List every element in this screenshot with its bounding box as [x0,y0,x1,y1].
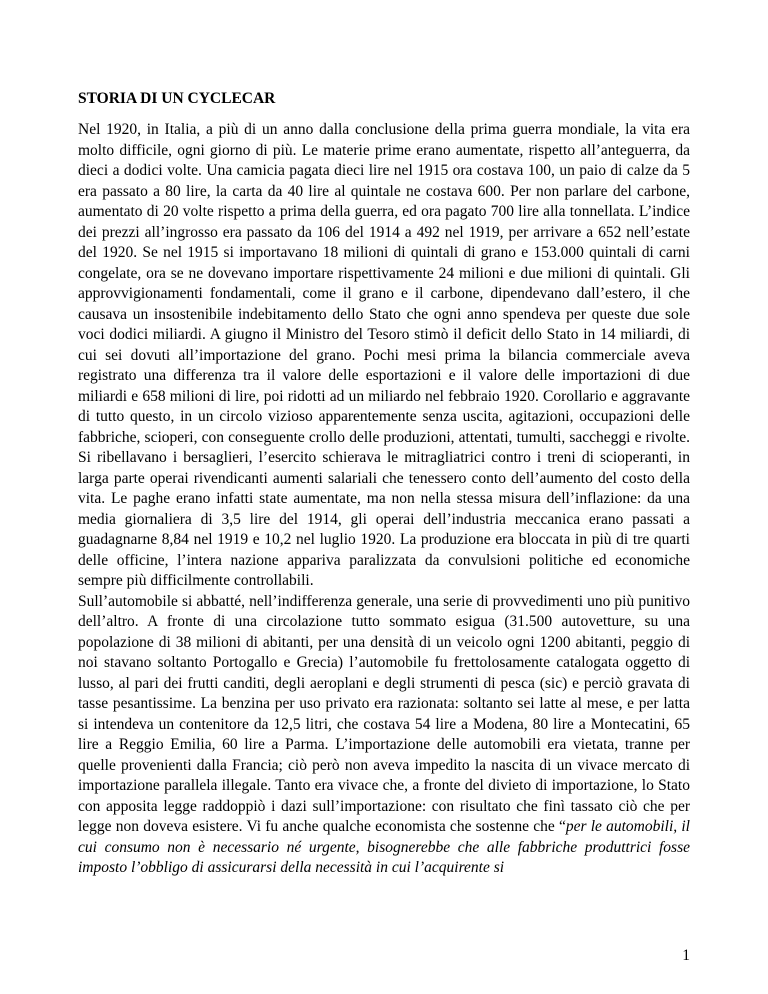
paragraph-1: Nel 1920, in Italia, a più di un anno dalla conclusione della prima guerra mondiale, la vita era molto difficile, ogni giorno di più. Le materie prime erano aumentate, rispetto all’anteguerra, da dieci a dodici volte. Una camicia pagata dieci lire nel 1915 ora costava 100, un paio di calze da 5 era passato a 80 lire, la carta da 40 lire al quintale ne costava 600. Per non parlare del carbone, aumentato di 20 volte rispetto a prima della guerra, ed ora pagato 700 lire alla tonnellata. L’indice dei prezzi all’ingrosso era passato da 106 del 1914 a 492 nel 1919, per arrivare a 652 nell’estate del 1920. Se nel 1915 si importavano 18 milioni di quintali di grano e 153.000 quintali di carni congelate, ora se ne dovevano importare rispettivamente 24 milioni e due milioni di quintali. Gli approvvigionamenti fondamentali, come il grano e il carbone, dipendevano dall’estero, il che causava un insostenibile indebitamento dello Stato che ogni anno spendeva per queste due sole voci dodici miliardi. A giugno il Ministro del Tesoro stimò il deficit dello Stato in 14 miliardi, di cui sei dovuti all’importazione del grano. Pochi mesi prima la bilancia commerciale aveva registrato una differenza tra il valore delle esportazioni e il valore delle importazioni di due miliardi e 658 milioni di lire, poi ridotti ad un miliardo nel febbraio 1920. Corollario e aggravante di tutto questo, in un circolo vizioso apparentemente senza uscita, agitazioni, occupazioni delle fabbriche, scioperi, con conseguente crollo delle produzioni, attentati, tumulti, saccheggi e rivolte. Si ribellavano i bersaglieri, l’esercito schierava le mitragliatrici contro i treni di scioperanti, in larga parte operai rivendicanti aumenti salariali che tenessero conto dell’aumento del costo della vita. Le paghe erano infatti state aumentate, ma non nella stessa misura dell’inflazione: da una media giornaliera di 3,5 lire del 1914, gli operai dell’industria meccanica erano passati a guadagnarne 8,84 nel 1919 e 10,2 nel luglio 1920. La produzione era bloccata in più di tre quarti delle officine, l’intera nazione appariva paralizzata da convulsioni politiche ed economiche sempre più difficilmente controllabili. [78,121,690,589]
document-title: STORIA DI UN CYCLECAR [78,90,276,107]
paragraph-2 [78,592,690,879]
italic-quote: per le automobili, il cui consumo non è necessario né urgente, bisognerebbe che alle fabbriche produttrici fosse imposto l’obbligo di assicurarsi della necessità in cui l’acquirente si [78,818,690,876]
paragraph-2-text: Sull’automobile si abbatté, nell’indifferenza generale, una serie di provvedimenti uno più punitivo dell’altro. A fronte di una circolazione tutto sommato esigua (31.500 autovetture, su una popolazione di 38 milioni di abitanti, per una densità di un veicolo ogni 1200 abitanti, peggio di noi stavano soltanto Portogallo e Grecia) l’automobile fu frettolosamente catalogata oggetto di lusso, al pari dei frutti canditi, degli aeroplani e degli strumenti di pesca (sic) e perciò gravata di tasse pesantissime. La benzina per uso privato era razionata: soltanto sei latte al mese, e per latta si intendeva un contenitore da 12,5 litri, che costava 54 lire a Modena, 80 lire a Montecatini, 65 lire a Reggio Emilia, 60 lire a Parma. L’importazione delle automobili era vietata, tranne per quelle provenienti dalla Francia; ciò però non aveva impedito la nascita di un vivace mercato di importazione parallela illegale. Tanto era vivace che, a fronte del divieto di importazione, lo Stato con apposita legge raddoppiò i dazi sull’importazione: con risultato che finì tassato ciò che per legge non doveva esistere. Vi fu anche qualche economista che sostenne che “ [78,592,690,835]
page-number: 1 [682,947,690,964]
document-body [78,120,690,879]
